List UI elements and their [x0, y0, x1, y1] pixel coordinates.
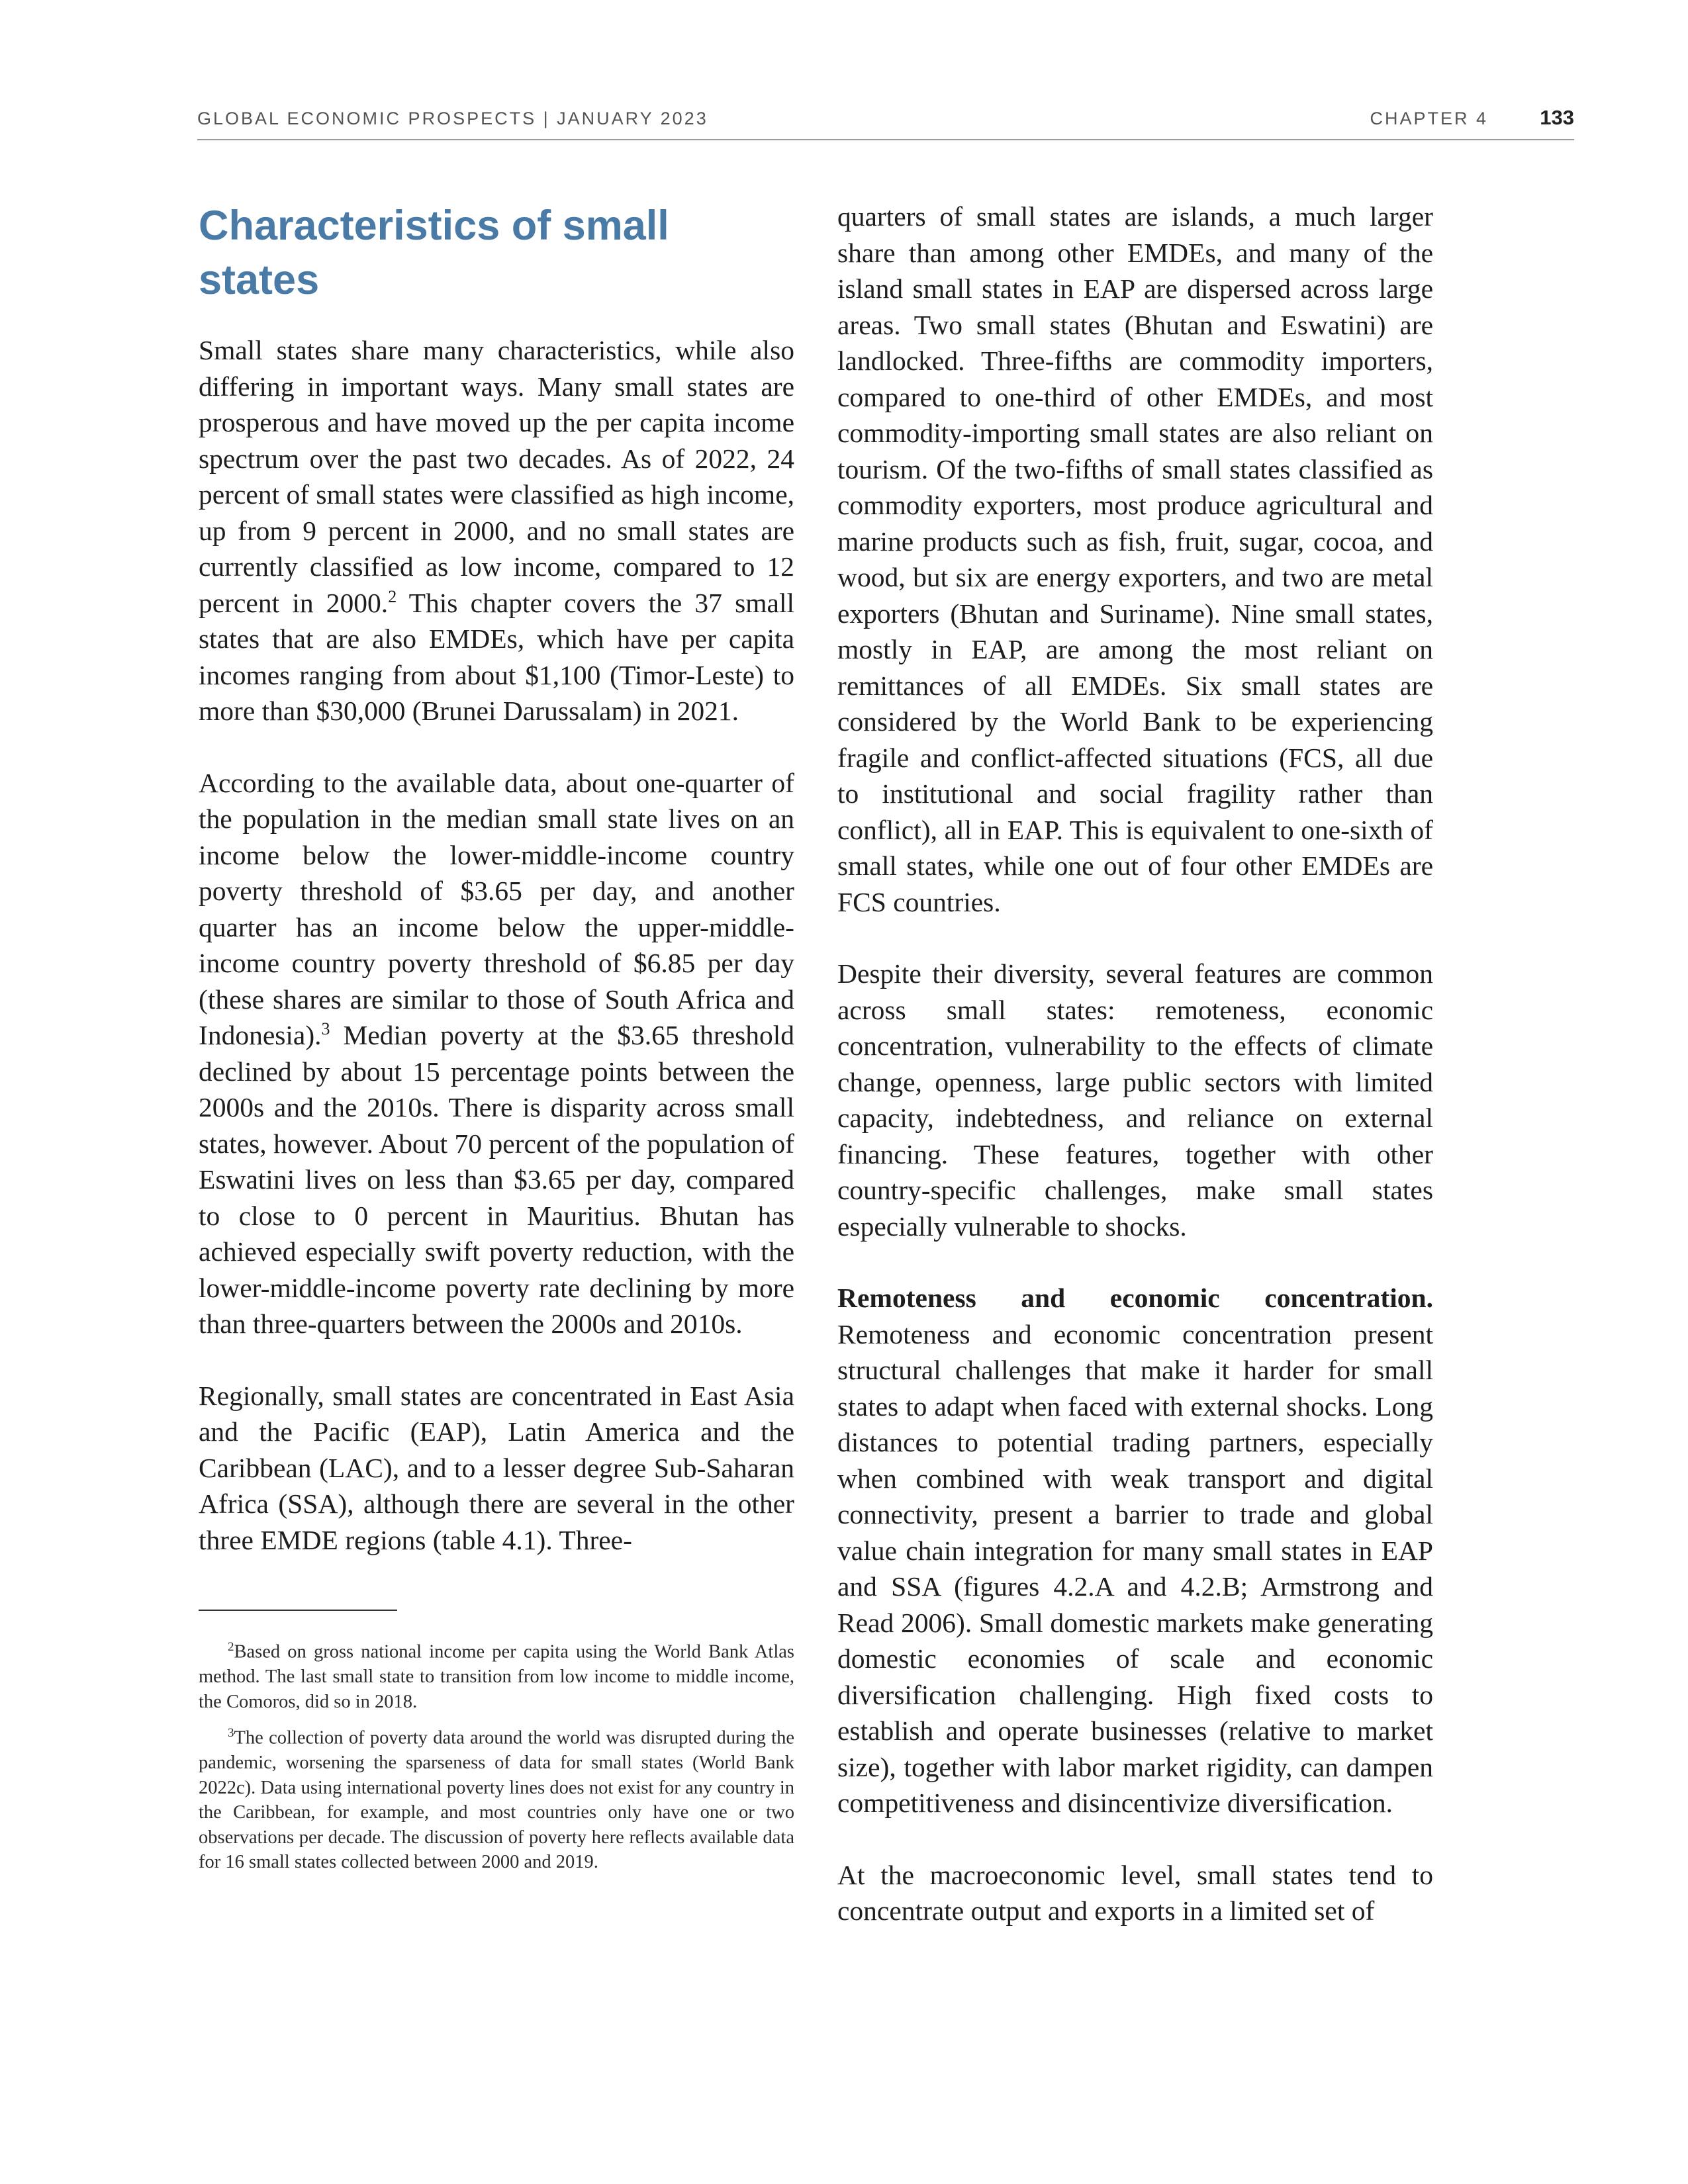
paragraph: Regionally, small states are concentrated in East Asia and the Pacific (EAP), Latin America and the Caribbean (LAC), and to a lesser degree Sub-Saharan Africa (SSA), although there are several in the other three EMDE regions (table 4.1). Three- — [199, 1380, 794, 1555]
footnote-mark: 3 — [228, 1726, 234, 1740]
paragraph: At the macroeconomic level, small states tend to concentrate output and exports in a limited set of — [837, 1859, 1433, 1926]
right-column — [837, 199, 1433, 1965]
paragraph: Remoteness and economic concentration. Remoteness and economic concentration present structural challenges that make it harder for small states to adapt when faced with external shocks. Long distances to potential trading partners, especially when combined with weak transport and digital connectivity, present a barrier to trade and global value chain integration for many small states in EAP and SSA (figures 4.2.A and 4.2.B; Armstrong and Read 2006). Small domestic markets make generating domestic economies of scale and economic diversification challenging. High fixed costs to establish and operate businesses (relative to market size), together with labor market rigidity, can dampen competitiveness and disincentivize diversification. — [837, 1283, 1433, 1818]
footnote: $^3$The collection of poverty data around the world was disrupted during the pandemic, worsening the sparseness of data for small states (World Bank 2022c). Data using international poverty lines does not exist for any country in the Caribbean, for example, and most countries only have one or two observations per decade. The discussion of poverty here reflects available data for 16 small states collected between 2000 and 2019. — [199, 1726, 794, 1872]
section-title: Characteristics of small states — [199, 203, 669, 303]
chapter-label: CHAPTER 4 — [1370, 109, 1488, 128]
footnote-ref[interactable]: 2 — [388, 586, 397, 606]
paragraph: According to the available data, about one-quarter of the population in the median small state lives on an income below the lower-middle-income country poverty threshold of $3.65 per day, and another quarter has an income below the upper-middle-income country poverty threshold of $6.85 per day (these shares are similar to those of South Africa and Indonesia).$^3$ Median poverty at the $3.65 threshold declined by about 15 percentage points between the 2000s and the 2010s. There is disparity across small states, however. About 70 percent of the population of Eswatini lives on less than $3.65 per day, compared to close to 0 percent in Mauritius. Bhutan has achieved especially swift poverty reduction, with the lower-middle-income poverty rate declining by more than three-quarters between the 2000s and 2010s. — [199, 767, 794, 1339]
page-header — [197, 106, 1574, 140]
footnote-divider — [199, 1610, 397, 1611]
paragraph: Despite their diversity, several features are common across small states: remoteness, economic concentration, vulnerability to the effects of climate change, openness, large public sectors with limited capacity, indebtedness, and reliance on external financing. These features, together with other country-specific challenges, make small states especially vulnerable to shocks. — [837, 958, 1433, 1242]
page-number: 133 — [1540, 106, 1574, 129]
paragraph: Small states share many characteristics, while also differing in important ways. Many small states are prosperous and have moved up the per capita income spectrum over the past two decades. As of 2022, 24 percent of small states were classified as high income, up from 9 percent in 2000, and no small states are currently classified as low income, compared to 12 percent in 2000.$^2$ This chapter covers the 37 small states that are also EMDEs, which have per capita incomes ranging from about $1,100 (Timor-Leste) to more than $30,000 (Brunei Darussalam) in 2021. — [199, 335, 795, 726]
left-column — [199, 199, 794, 1882]
run-in-heading: Remoteness and economic concentration. — [837, 1283, 1433, 1313]
footnote: $^2$Based on gross national income per capita using the World Bank Atlas method. The last small state to transition from low income to middle income, the Comoros, did so in 2018. — [199, 1640, 794, 1712]
running-head: GLOBAL ECONOMIC PROSPECTS | JANUARY 2023 — [197, 109, 708, 128]
paragraph: quarters of small states are islands, a much larger share than among other EMDEs, and many of the island small states in EAP are dispersed across large areas. Two small states (Bhutan and Eswatini) are landlocked. Three-fifths are commodity importers, compared to one-third of other EMDEs, and most commodity-importing small states are also reliant on tourism. Of the two-fifths of small states classified as commodity exporters, most produce agricultural and marine products such as fish, fruit, sugar, cocoa, and wood, but six are energy exporters, and two are metal exporters (Bhutan and Suriname). Nine small states, mostly in EAP, are among the most reliant on remittances of all EMDEs. Six small states are considered by the World Bank to be experiencing fragile and conflict-affected situations (FCS, all due to institutional and social fragility rather than conflict), all in EAP. This is equivalent to one-sixth of small states, while one out of four other EMDEs are FCS countries. — [837, 201, 1433, 917]
footnote-ref[interactable]: 3 — [321, 1019, 330, 1039]
footnote-mark: 2 — [228, 1640, 234, 1654]
